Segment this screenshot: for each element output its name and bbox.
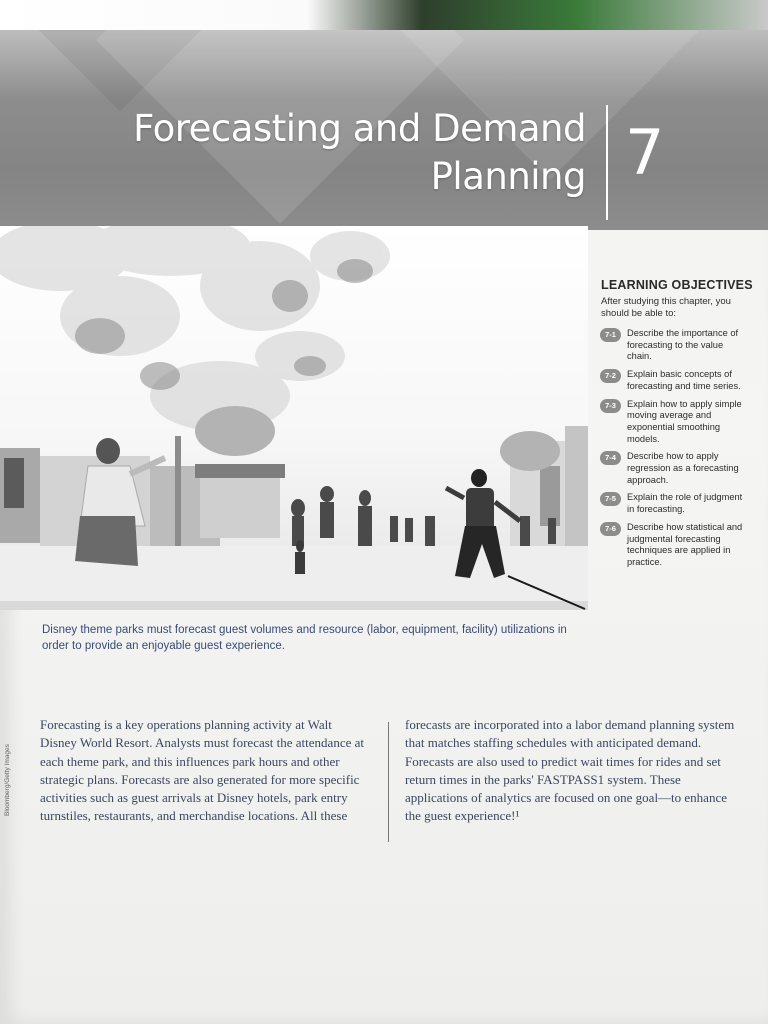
photo-illustration bbox=[0, 226, 588, 610]
photo-caption: Disney theme parks must forecast guest volumes and resource (labor, equipment, facility) utilizations in order to provide an enjoyable guest experience. bbox=[42, 624, 567, 652]
objective-text: Describe how statistical and judgmental forecasting techniques are applied in practice. bbox=[627, 521, 743, 567]
objective-text: Describe how to apply regression as a forecasting approach. bbox=[627, 451, 739, 485]
chapter-number: 7 bbox=[625, 116, 665, 189]
chapter-title-line2: Planning bbox=[430, 155, 586, 198]
objective-text: Explain the role of judgment in forecasting. bbox=[627, 492, 743, 515]
objective-item bbox=[600, 492, 745, 515]
body-text-left-column: Forecasting is a key operations planning activity at Walt Disney World Resort. Analysts must forecast the attendance at each theme park, and this influences park hours and other strategic plans. Forecasts are also generated for more specific activities such as guest arrivals at Disney hotels, park entry turnstiles, restaurants, and merchandise locations. All these bbox=[40, 717, 364, 824]
objective-badge: 7-1 bbox=[600, 328, 621, 342]
chapter-banner bbox=[0, 30, 768, 230]
photo-credit: Bloomberg/Getty Images bbox=[4, 744, 11, 816]
objective-item bbox=[600, 399, 745, 446]
theme-park-photo bbox=[0, 226, 588, 610]
objective-badge: 7-4 bbox=[600, 451, 621, 465]
objective-item bbox=[600, 369, 745, 392]
objective-badge: 7-5 bbox=[600, 492, 621, 506]
objective-badge: 7-6 bbox=[600, 522, 621, 536]
objective-item bbox=[600, 522, 745, 569]
objective-badge: 7-3 bbox=[600, 399, 621, 413]
body-text-right-column: forecasts are incorporated into a labor demand planning system that matches staffing schedules with anticipated demand. Forecasts are also used to predict wait times for rides and set return times in the parks' FASTPASS1 system. These applications of analytics are focused on one goal—to enhance the guest experience!¹ bbox=[405, 717, 735, 824]
objective-item bbox=[600, 451, 745, 486]
learning-objectives-intro: After studying this chapter, you should be able to: bbox=[601, 296, 731, 319]
objective-text: Explain how to apply simple moving average and exponential smoothing models. bbox=[627, 398, 742, 444]
title-divider bbox=[606, 105, 608, 220]
chapter-title-line1: Forecasting and Demand bbox=[133, 107, 586, 150]
column-divider bbox=[388, 722, 389, 842]
textbook-page bbox=[0, 30, 768, 1024]
objective-badge: 7-2 bbox=[600, 369, 621, 383]
learning-objectives-list bbox=[600, 328, 745, 575]
objective-item bbox=[600, 328, 745, 363]
chapter-title bbox=[106, 105, 586, 201]
learning-objectives-heading: LEARNING OBJECTIVES bbox=[601, 278, 753, 292]
objective-text: Explain basic concepts of forecasting and time series. bbox=[627, 369, 741, 391]
objective-text: Describe the importance of forecasting to the value chain. bbox=[627, 328, 739, 362]
